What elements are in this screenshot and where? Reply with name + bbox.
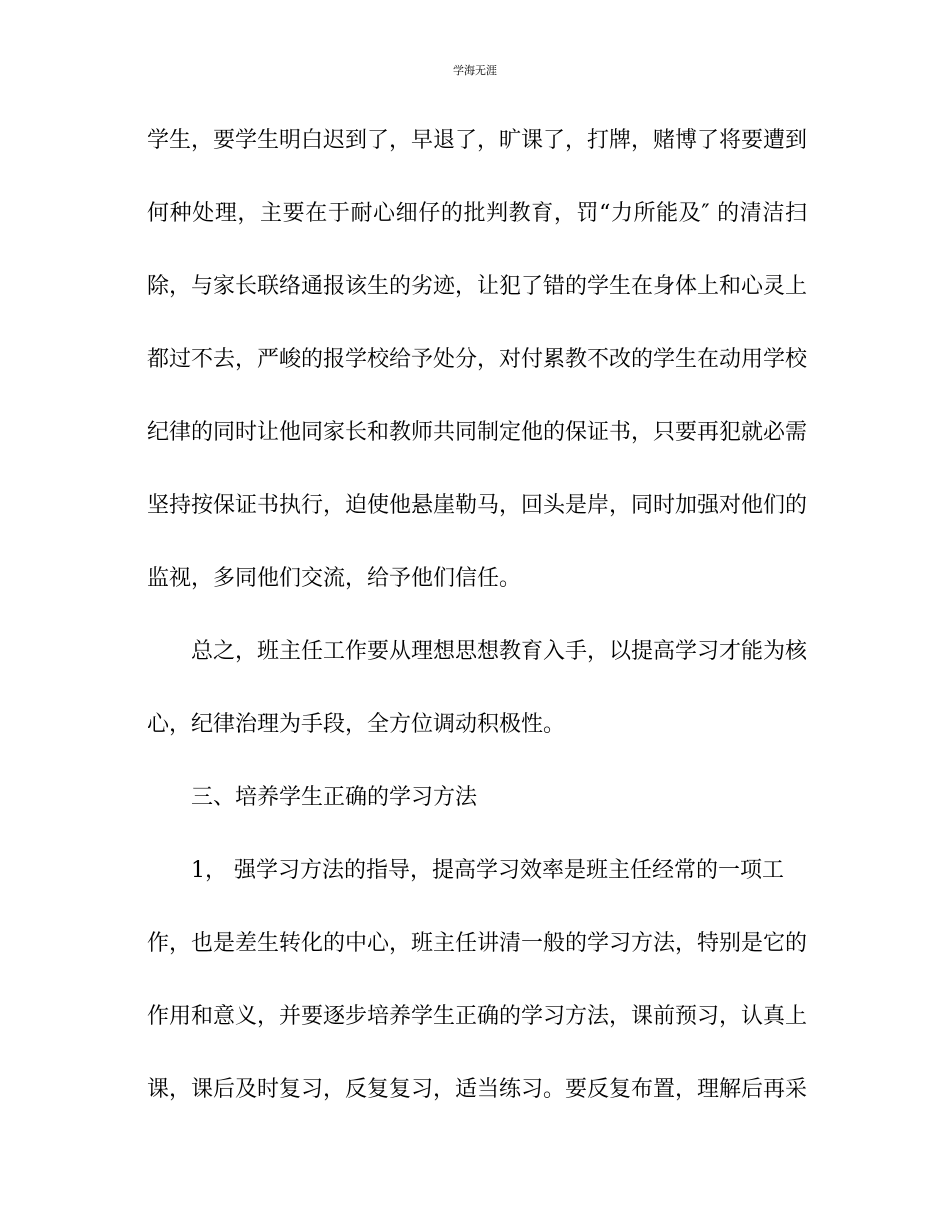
section-heading: 三、培养学生正确的学习方法 xyxy=(191,785,478,810)
text-line: 坚持按保证书执行，迫使他悬崖勒马，回头是岸，同时加强对他们的 xyxy=(147,493,808,518)
text-line: 都过不去，严峻的报学校给予处分，对付累教不改的学生在动用学校 xyxy=(147,347,808,372)
text-line: 监视，多同他们交流，给予他们信任。 xyxy=(147,566,522,591)
page-header: 学海无涯 xyxy=(453,64,497,77)
text-line: 心，纪律治理为手段，全方位调动积极性。 xyxy=(147,712,566,737)
text-line: 总之，班主任工作要从理想思想教育入手，以提高学习才能为核 xyxy=(191,639,808,664)
text-line: 1， 强学习方法的指导，提高学习效率是班主任经常的一项工 xyxy=(191,858,784,883)
text-line: 除，与家长联络通报该生的劣迹，让犯了错的学生在身体上和心灵上 xyxy=(147,274,808,299)
body-text xyxy=(147,124,807,1146)
text-line: 纪律的同时让他同家长和教师共同制定他的保证书，只要再犯就必需 xyxy=(147,420,808,445)
text-line: 作用和意义，并要逐步培养学生正确的学习方法，课前预习，认真上 xyxy=(147,1004,808,1029)
text-line: 学生，要学生明白迟到了，早退了，旷课了，打牌，赌博了将要遭到 xyxy=(147,128,808,153)
text-line: 课，课后及时复习，反复复习，适当练习。要反复布置，理解后再采 xyxy=(147,1077,808,1102)
text-line: 作，也是差生转化的中心，班主任讲清一般的学习方法，特别是它的 xyxy=(147,931,808,956)
text-line: 何种处理，主要在于耐心细仔的批判教育，罚“力所能及″ 的清洁扫 xyxy=(147,201,807,226)
